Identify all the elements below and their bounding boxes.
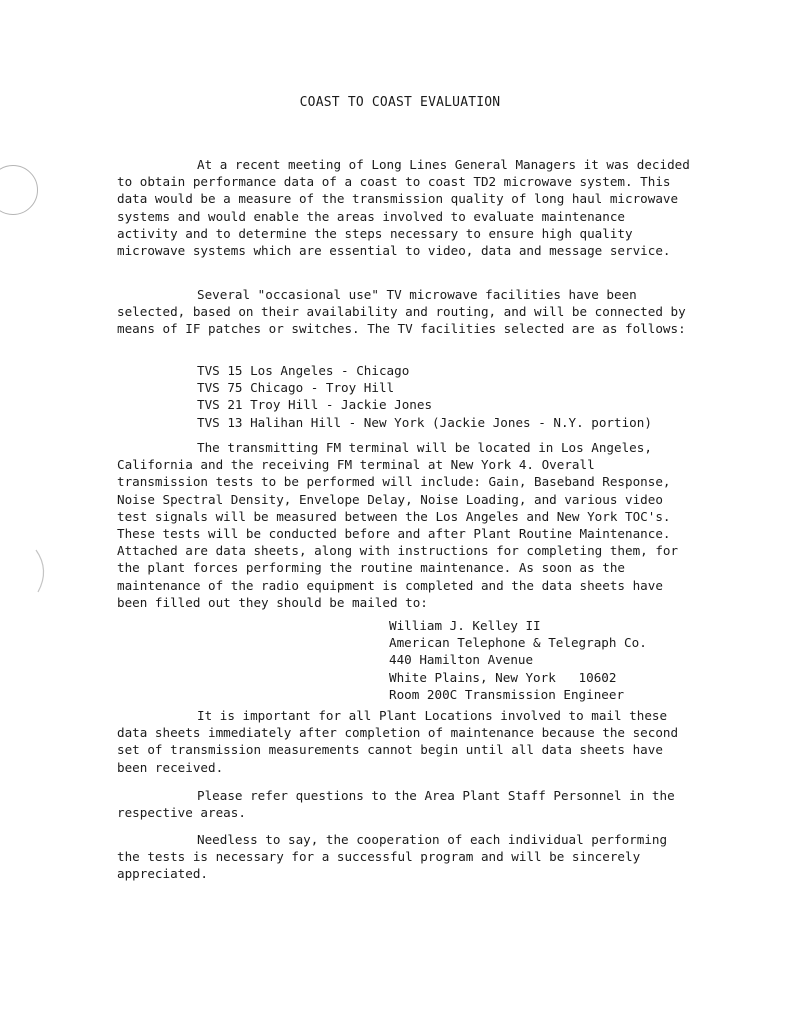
- address-line: 440 Hamilton Avenue: [389, 652, 534, 668]
- facility-item: TVS 15 Los Angeles - Chicago: [197, 363, 410, 378]
- facility-item: TVS 21 Troy Hill - Jackie Jones: [197, 397, 433, 413]
- address-line: William J. Kelley II: [389, 618, 541, 633]
- paragraph-facilities-text: Several "occasional use" TV microwave facilities have been selected, based on their availability and routing, and will be connected by means of IF patches or switches. The TV facilities selected are as follows:: [117, 287, 686, 337]
- facility-item: TVS 75 Chicago - Troy Hill: [197, 380, 395, 396]
- paragraph-questions: [117, 787, 692, 821]
- paragraph-tests-text: The transmitting FM terminal will be located in Los Angeles, California and the receiving FM terminal at New York 4. Overall transmission tests to be performed will include: Gain, Baseband Response, Noise Spectral Density, Envelope Delay, Noise Loading, and various video test signals will be measured between the Los Angeles and New York TOC's. These tests will be conducted before and after Plant Routine Maintenance. Attached are data sheets, along with instructions for completing them, for the plant forces performing the routine maintenance. As soon as the maintenance of the radio equipment is completed and the data sheets have been filled out they should be mailed to:: [117, 440, 679, 610]
- punch-hole-mark: [0, 165, 38, 215]
- mailing-address: [389, 617, 647, 703]
- paragraph-intro: [117, 156, 692, 259]
- paragraph-importance: [117, 707, 692, 776]
- paragraph-intro-text: At a recent meeting of Long Lines General Managers it was decided to obtain performance data of a coast to coast TD2 microwave system. This data would be a measure of the transmission quality of long haul microwave systems and would enable the areas involved to evaluate maintenance activity and to determine the steps necessary to ensure high quality microwave systems which are essential to video, data and message service.: [117, 157, 690, 259]
- paragraph-tests: [117, 439, 692, 611]
- facilities-list: [197, 362, 652, 431]
- paragraph-cooperation: [117, 831, 692, 883]
- address-line: American Telephone & Telegraph Co.: [389, 635, 647, 651]
- address-line: Room 200C Transmission Engineer: [389, 686, 625, 702]
- paragraph-cooperation-text: Needless to say, the cooperation of each individual performing the tests is necessary for a successful program and will be sincerely appreciated.: [117, 832, 668, 882]
- address-line: White Plains, New York 10602: [389, 669, 617, 685]
- document-title: COAST TO COAST EVALUATION: [299, 95, 501, 110]
- paragraph-importance-text: It is important for all Plant Locations involved to mail these data sheets immediately after completion of maintenance because the second set of transmission measurements cannot begin until all data sheets have been received.: [117, 708, 679, 775]
- paragraph-facilities: [117, 286, 692, 338]
- facility-item: TVS 13 Halihan Hill - New York (Jackie Jones - N.Y. portion): [197, 414, 652, 430]
- page-fold-mark: [34, 548, 56, 594]
- paragraph-questions-text: Please refer questions to the Area Plant Staff Personnel in the respective areas.: [117, 788, 675, 821]
